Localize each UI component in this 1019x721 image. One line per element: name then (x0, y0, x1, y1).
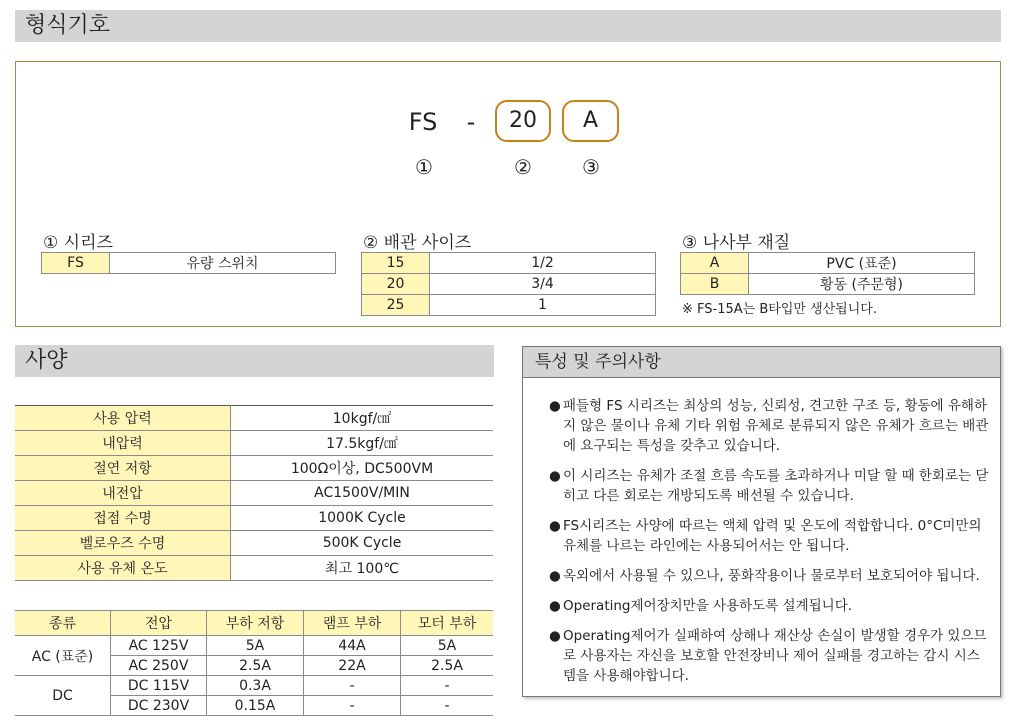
note-text: 패들형 FS 시리즈는 최상의 성능, 신뢰성, 견고한 구조 등, 황동에 유해하지 않은 물이나 유체 기타 위험 유체로 분류되지 않은 유체가 흐르는 배관에 요구되는 특성을 갖추고 있습니다. (563, 398, 989, 454)
notes-title: 특성 및 주의사항 (535, 352, 661, 372)
load-lamp: - (304, 676, 401, 696)
note-text: Operating제어장치만을 사용하도록 설계됩니다. (563, 598, 853, 614)
note-text: 옥외에서 사용될 수 있으나, 풍화작용이나 물로부터 보호되어야 됩니다. (563, 568, 980, 584)
load-lamp: - (304, 696, 401, 716)
pipe-size-title: ② 배관 사이즈 (363, 233, 472, 253)
code-material-box: A (562, 100, 619, 142)
pipe-key: 20 (362, 274, 430, 295)
marker-2: ② (514, 155, 532, 179)
col-header: 종류 (15, 611, 111, 636)
series-table (41, 252, 336, 274)
spec-value: 100Ω이상, DC500VM (231, 456, 494, 481)
bullet-icon: ● (549, 598, 561, 614)
col-header: 모터 부하 (401, 611, 494, 636)
table-header-row (15, 611, 493, 636)
pipe-value: 1 (430, 295, 656, 316)
col-header: 램프 부하 (304, 611, 401, 636)
load-voltage: DC 230V (111, 696, 207, 716)
load-motor: 5A (401, 636, 494, 656)
note-text: 이 시리즈는 유체가 조절 흐름 속도를 초과하거나 미달 할 때 한회로는 닫히고 다른 회로는 개방되도록 배선될 수 있습니다. (563, 468, 989, 504)
thread-material-table (680, 252, 975, 295)
load-motor: - (401, 696, 494, 716)
spec-label: 내전압 (15, 481, 231, 506)
table-row (362, 274, 656, 295)
code-dash: - (466, 108, 476, 136)
bullet-icon: ● (549, 518, 561, 534)
note-text: FS시리즈는 사양에 따르는 액체 압력 및 온도에 적합합니다. 0°C미만의 유체를 나르는 라인에는 사용되어서는 안 됩니다. (563, 518, 982, 554)
thread-material-title: ③ 나사부 재질 (682, 233, 791, 253)
load-resistive: 0.15A (207, 696, 304, 716)
table-row (15, 506, 493, 531)
load-type: DC (15, 676, 111, 716)
code-size-box: 20 (495, 100, 551, 142)
table-row (15, 406, 493, 431)
pipe-key: 15 (362, 253, 430, 274)
load-motor: - (401, 676, 494, 696)
spec-value: 10kgf/㎠ (231, 406, 494, 431)
series-title: ① 시리즈 (43, 233, 113, 253)
model-code-header (15, 10, 1001, 42)
table-row (42, 253, 336, 274)
bullet-icon: ● (549, 568, 561, 584)
spec-label: 벨로우즈 수명 (15, 531, 231, 556)
list-item (549, 396, 989, 456)
list-item (549, 596, 989, 616)
thread-key: B (681, 274, 749, 295)
spec-label: 절연 저항 (15, 456, 231, 481)
notes-list (549, 396, 989, 696)
load-voltage: AC 250V (111, 656, 207, 676)
spec-label: 내압력 (15, 431, 231, 456)
table-row (362, 253, 656, 274)
table-row (15, 636, 493, 656)
table-row (15, 481, 493, 506)
series-key: FS (42, 253, 110, 274)
pipe-value: 3/4 (430, 274, 656, 295)
marker-3: ③ (582, 155, 600, 179)
load-resistive: 0.3A (207, 676, 304, 696)
thread-value: PVC (표준) (749, 253, 975, 274)
model-code-title: 형식기호 (25, 13, 111, 38)
load-motor: 2.5A (401, 656, 494, 676)
thread-key: A (681, 253, 749, 274)
list-item (549, 566, 989, 586)
series-value: 유량 스위치 (110, 253, 336, 274)
thread-value: 황동 (주문형) (749, 274, 975, 295)
pipe-key: 25 (362, 295, 430, 316)
load-lamp: 44A (304, 636, 401, 656)
pipe-size-table (361, 252, 656, 316)
spec-value: AC1500V/MIN (231, 481, 494, 506)
table-row (15, 531, 493, 556)
list-item (549, 516, 989, 556)
load-voltage: AC 125V (111, 636, 207, 656)
load-resistive: 5A (207, 636, 304, 656)
table-row (15, 676, 493, 696)
table-row (681, 274, 975, 295)
spec-header (15, 345, 494, 377)
marker-1: ① (415, 155, 433, 179)
spec-label: 사용 유체 온도 (15, 556, 231, 581)
pipe-value: 1/2 (430, 253, 656, 274)
spec-label: 사용 압력 (15, 406, 231, 431)
load-table (15, 610, 493, 716)
bullet-icon: ● (549, 468, 561, 484)
load-lamp: 22A (304, 656, 401, 676)
load-voltage: DC 115V (111, 676, 207, 696)
note-text: Operating제어가 실패하여 상해나 재산상 손실이 발생할 경우가 있으므로 사용자는 자신을 보호할 안전장비나 제어 실패를 경고하는 감시 시스템을 사용해야합니다. (563, 628, 987, 684)
table-row (15, 456, 493, 481)
table-row (362, 295, 656, 316)
load-type: AC (표준) (15, 636, 111, 676)
bullet-icon: ● (549, 628, 561, 644)
table-row (15, 431, 493, 456)
table-row (681, 253, 975, 274)
model-code-box (15, 61, 1001, 327)
spec-table (15, 405, 493, 581)
list-item (549, 466, 989, 506)
load-resistive: 2.5A (207, 656, 304, 676)
notes-header (523, 347, 1000, 378)
col-header: 전압 (111, 611, 207, 636)
spec-title: 사양 (25, 348, 68, 373)
bullet-icon: ● (549, 398, 561, 414)
list-item (549, 626, 989, 686)
notes-box (522, 346, 1001, 697)
spec-label: 접점 수명 (15, 506, 231, 531)
thread-note: ※ FS-15A는 B타입만 생산됩니다. (682, 302, 877, 317)
col-header: 부하 저항 (207, 611, 304, 636)
code-prefix: FS (408, 108, 438, 136)
spec-value: 17.5kgf/㎠ (231, 431, 494, 456)
spec-value: 최고 100℃ (231, 556, 494, 581)
table-row (15, 556, 493, 581)
spec-value: 1000K Cycle (231, 506, 494, 531)
spec-value: 500K Cycle (231, 531, 494, 556)
